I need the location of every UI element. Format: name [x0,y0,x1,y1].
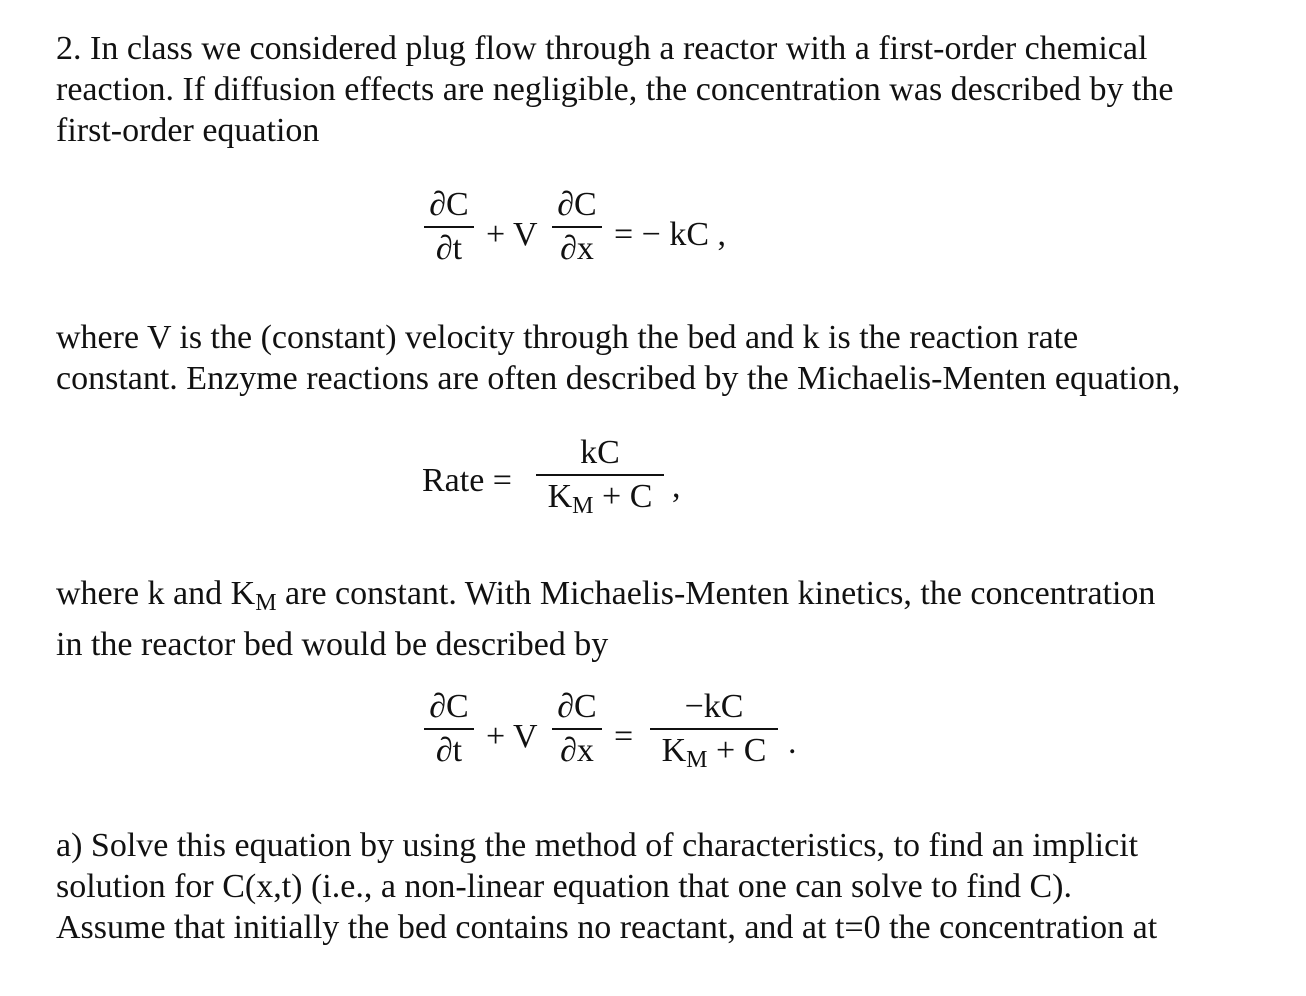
text-line: where V is the (constant) velocity through the bed and k is the reaction rate [56,319,1079,356]
denominator [650,734,778,772]
text-line [56,573,1286,624]
text-line: first-order equation [56,112,320,149]
fraction-dC-dt [424,188,474,266]
rhs: = − kC , [614,216,727,253]
denominator [536,480,664,518]
part-a-paragraph [56,825,1286,948]
denominator: ∂t [435,732,463,769]
plus-c: + C [707,732,767,769]
numerator: −kC [684,688,744,725]
rate-lhs: Rate = [422,462,512,499]
plus-v: + V [486,216,538,253]
intro-paragraph [56,28,1286,151]
fraction-dC-dx [552,188,602,266]
equals-sign: = [614,718,634,755]
text-line: 2. In class we considered plug flow through a reactor with a first-order chemical [56,30,1148,67]
fraction-bar [650,728,778,730]
text-line: reaction. If diffusion effects are negligible, the concentration was described by the [56,71,1174,108]
fraction-dC-dt [424,690,474,768]
text-segment: are constant. With Michaelis-Menten kinetics, the concentration [276,575,1156,612]
text-segment: where k and K [56,575,256,612]
denominator: ∂t [435,230,463,267]
plus-c: + C [593,478,653,515]
fraction-bar [424,226,474,228]
fraction-bar [552,226,602,228]
km-subscript: M [686,747,708,773]
km-subscript: M [255,590,277,616]
fraction-bar [552,728,602,730]
fraction-rhs [650,690,778,772]
fraction-bar [424,728,474,730]
km-k: K [547,478,573,515]
text-line: Assume that initially the bed contains no reactant, and at t=0 the concentration at [56,909,1158,946]
text-line: constant. Enzyme reactions are often described by the Michaelis-Menten equation, [56,360,1181,397]
fraction-dC-dx [552,690,602,768]
denominator: ∂x [560,732,594,769]
denominator: ∂x [560,230,594,267]
middle-paragraph [56,317,1286,399]
text-line: a) Solve this equation by using the method of characteristics, to find an implicit [56,827,1139,864]
numerator: ∂C [429,186,469,223]
fraction-rate [536,436,664,518]
numerator: ∂C [429,688,469,725]
fraction-bar [536,474,664,476]
numerator: ∂C [557,688,597,725]
km-k: K [661,732,687,769]
plus-v: + V [486,718,538,755]
kinetics-paragraph [56,573,1286,665]
numerator: kC [580,434,620,471]
trailing-period: . [788,724,797,761]
km-subscript: M [572,493,594,519]
numerator: ∂C [557,186,597,223]
text-line: in the reactor bed would be described by [56,626,609,663]
trailing-comma: , [672,468,681,505]
text-line: solution for C(x,t) (i.e., a non-linear equation that one can solve to find C). [56,868,1072,905]
